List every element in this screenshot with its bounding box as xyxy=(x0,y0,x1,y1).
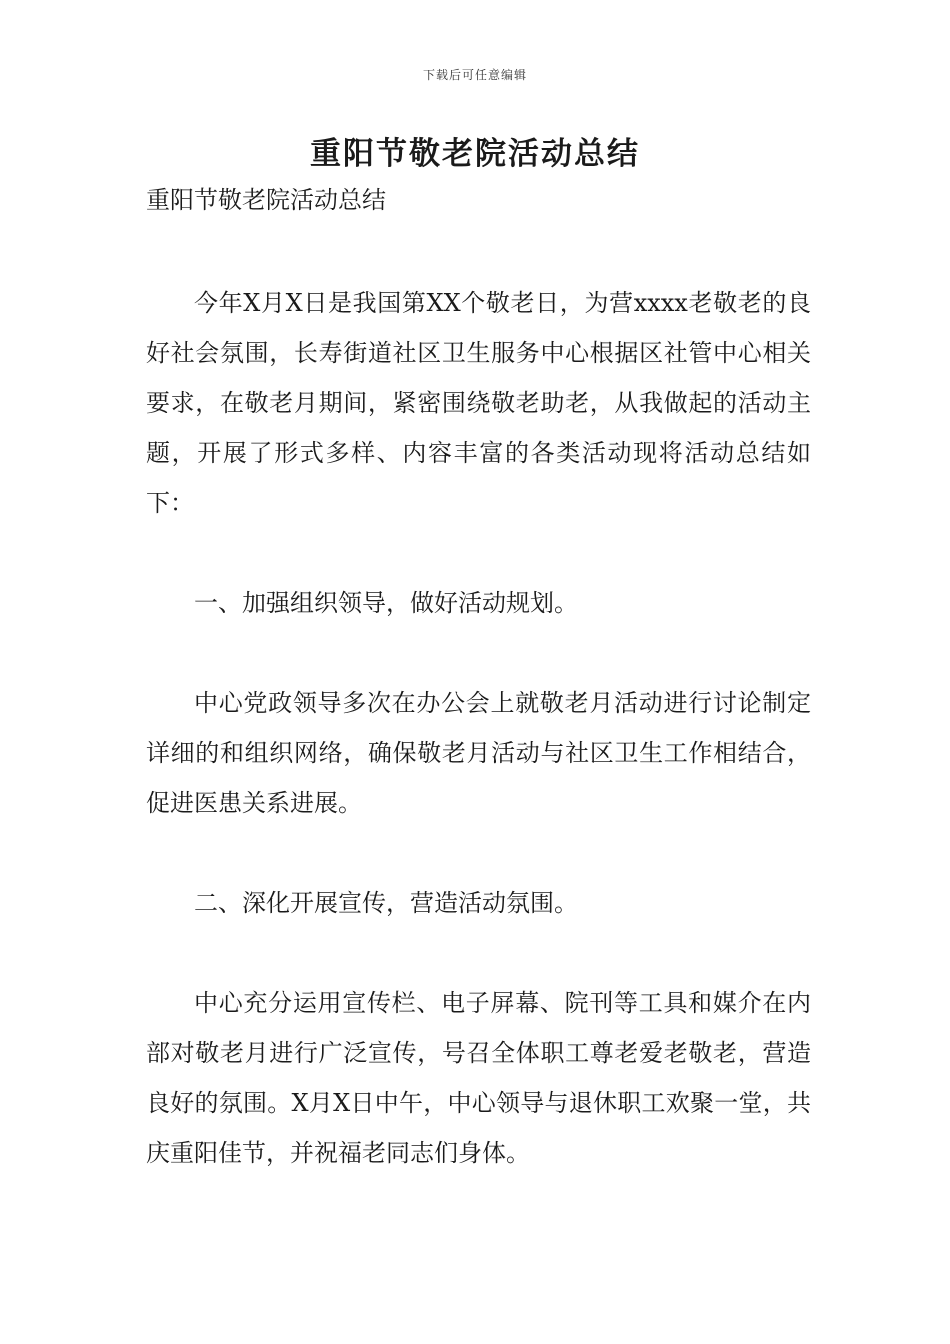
paragraph-section-2: 中心充分运用宣传栏、电子屏幕、院刊等工具和媒介在内部对敬老月进行广泛宣传，号召全体职工尊老爱老敬老，营造良好的氛围。X月X日中午，中心领导与退休职工欢聚一堂，共庆重阳佳节，并祝福老同志们身体。 xyxy=(146,989,811,1167)
section-heading-2: 二、深化开展宣传，营造活动氛围。 xyxy=(194,889,578,917)
document-title: 重阳节敬老院活动总结 xyxy=(310,136,640,172)
paragraph-intro: 今年X月X日是我国第XX个敬老日，为营xxxx老敬老的良好社会氛围，长寿街道社区卫生服务中心根据区社管中心相关要求，在敬老月期间，紧密围绕敬老助老，从我做起的活动主题，开展了形式多样、内容丰富的各类活动现将活动总结如下： xyxy=(146,289,811,517)
document-body xyxy=(146,180,811,1178)
spacer xyxy=(146,220,811,278)
spacer xyxy=(146,628,811,678)
section-heading-1: 一、加强组织领导，做好活动规划。 xyxy=(194,589,578,617)
spacer xyxy=(146,828,811,878)
spacer xyxy=(146,528,811,578)
header-note: 下载后可任意编辑 xyxy=(422,68,527,82)
paragraph-section-1: 中心党政领导多次在办公会上就敬老月活动进行讨论制定详细的和组织网络，确保敬老月活动与社区卫生工作相结合，促进医患关系进展。 xyxy=(146,689,811,817)
spacer xyxy=(146,928,811,978)
document-subtitle: 重阳节敬老院活动总结 xyxy=(146,186,386,214)
